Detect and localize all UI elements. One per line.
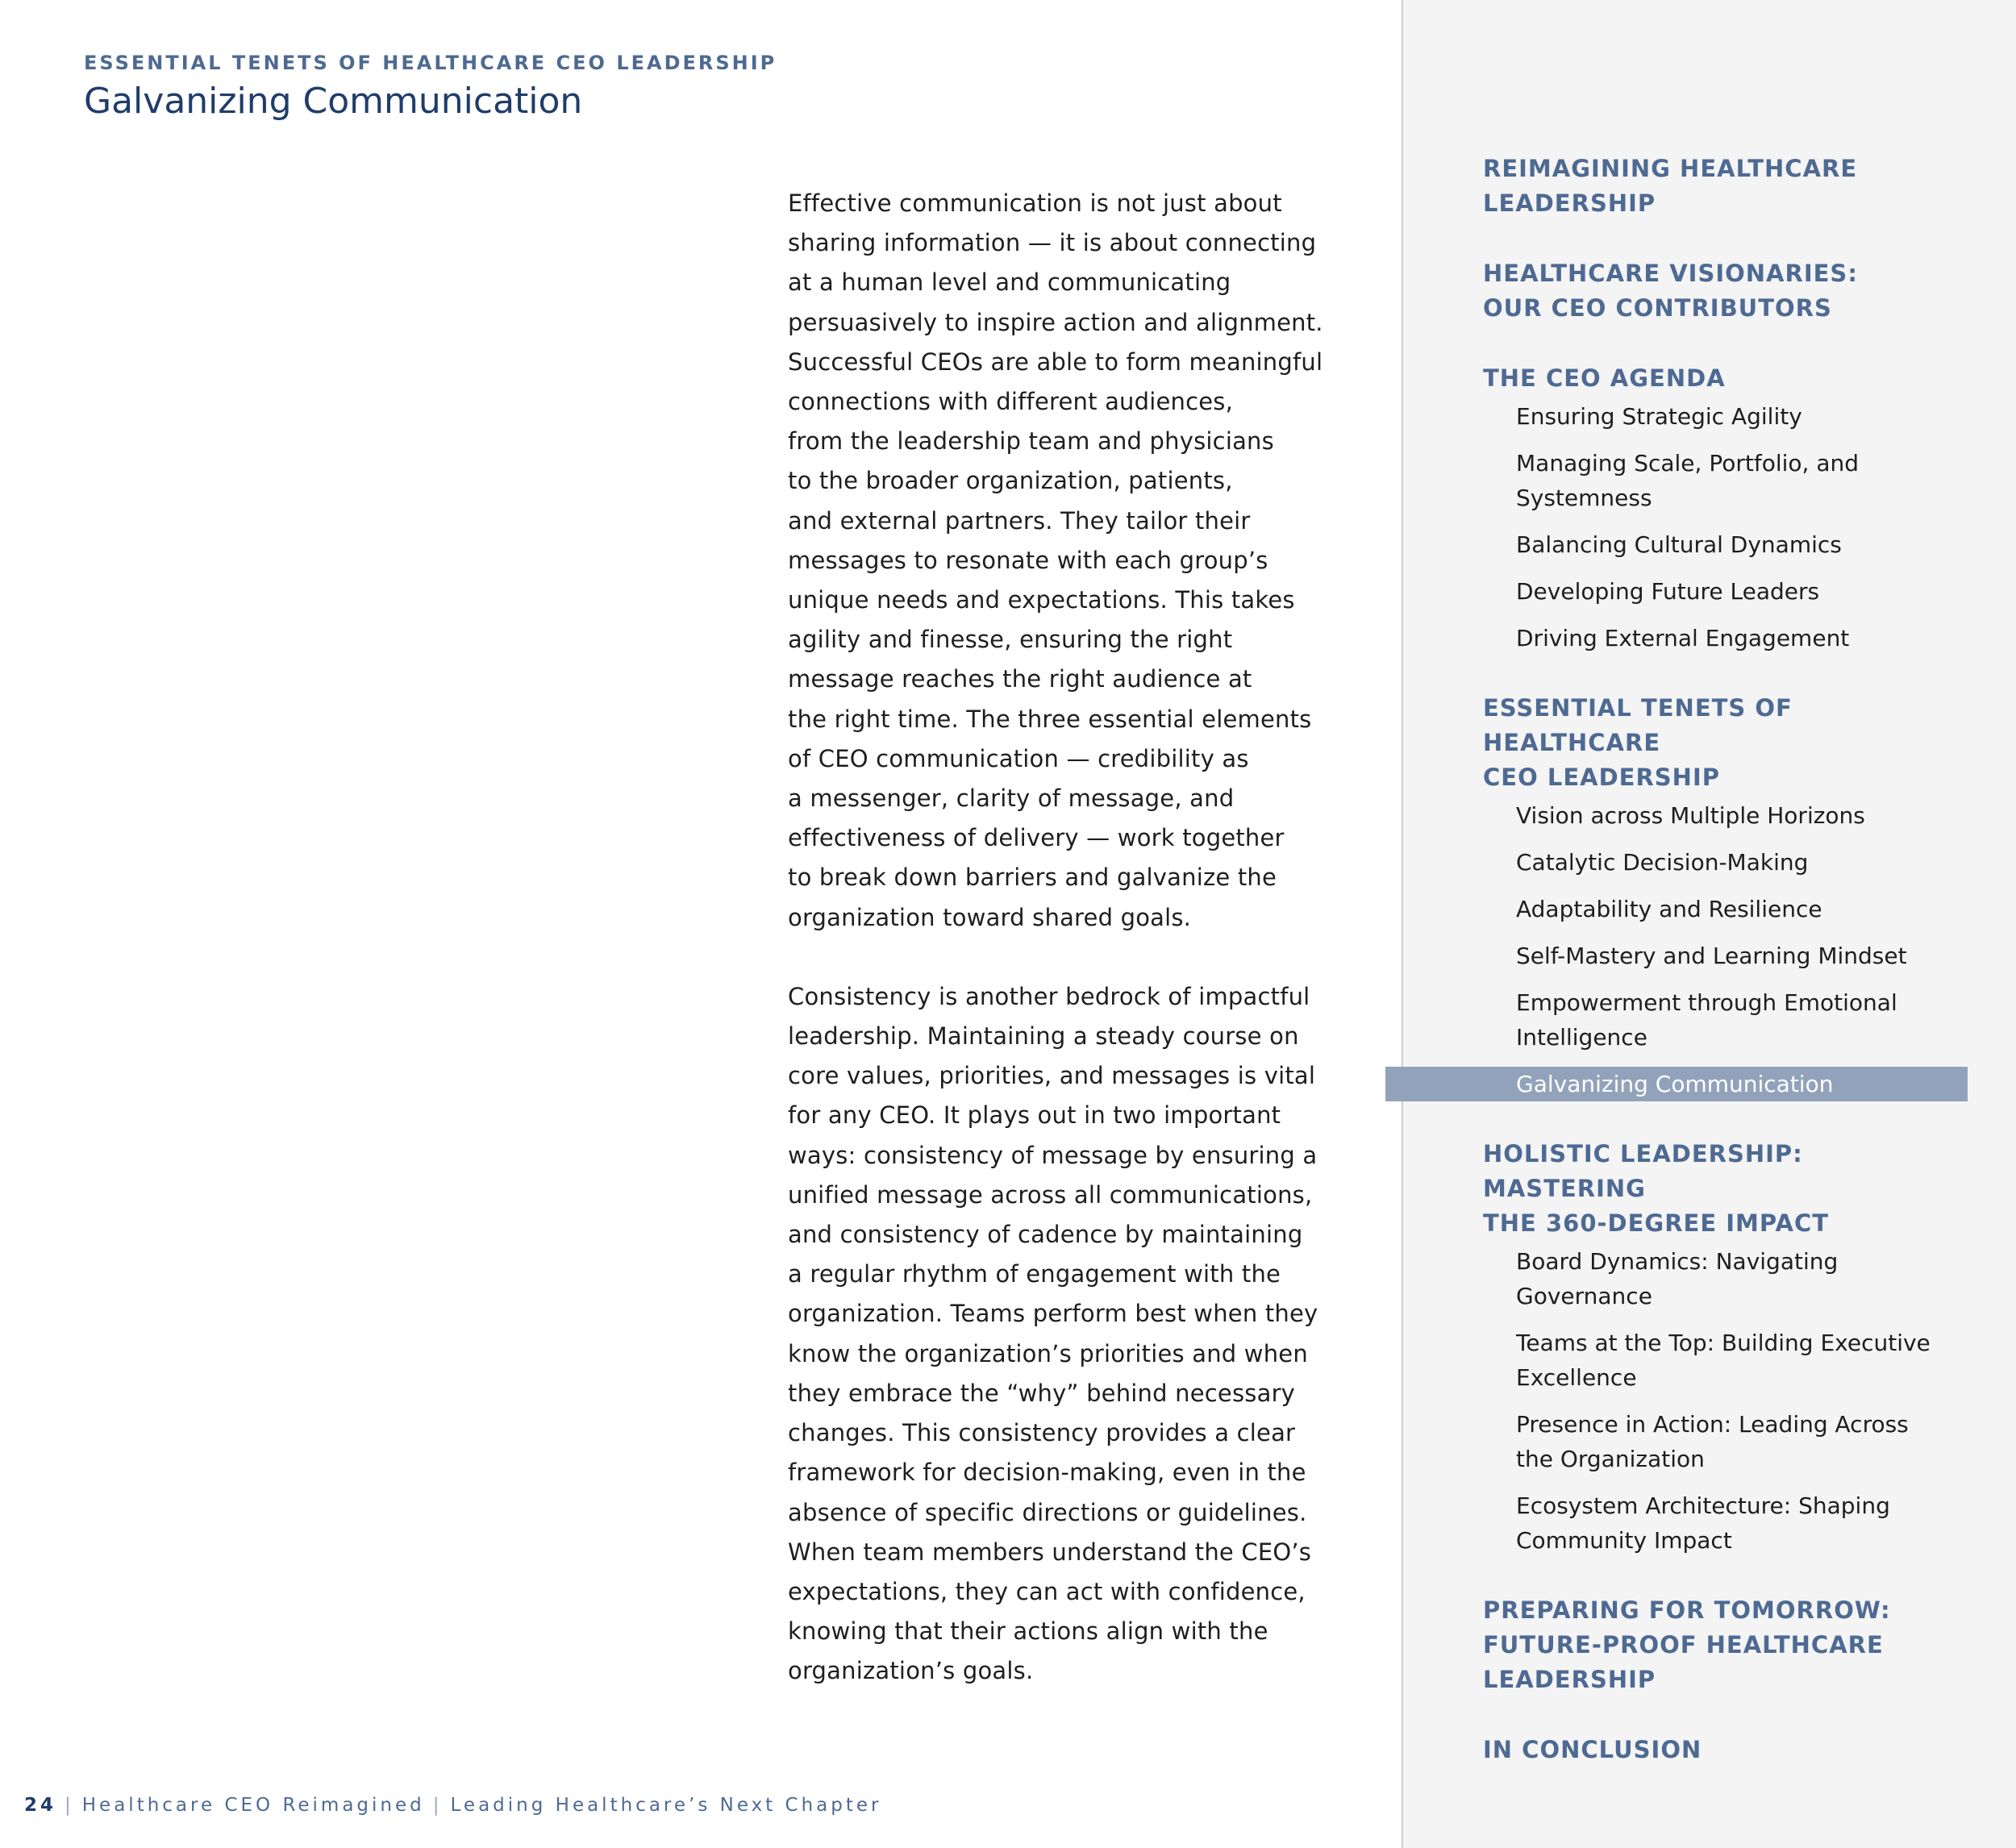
page-title: Galvanizing Communication xyxy=(84,81,583,122)
toc-item-emotional-intelligence[interactable]: Empowerment through Emotional Intelligence xyxy=(1516,989,1897,1051)
toc-item-future-leaders[interactable]: Developing Future Leaders xyxy=(1516,578,1820,605)
toc-item-strategic-agility[interactable]: Ensuring Strategic Agility xyxy=(1516,403,1802,430)
toc-item-self-mastery[interactable]: Self-Mastery and Learning Mindset xyxy=(1516,943,1907,969)
body-paragraph: Effective communication is not just about sharing information — it is about connecting at a human level and communicating persuasively to inspire action and alignment. Successful CEOs are able to form meaningful connections with different audiences, from the leadership team and physicians to the broader organization, patients, and external partners. They tailor their messages to resonate with each group’s unique needs and expectations. This takes agility and finesse, ensuring the right message reaches the right audience at the right time. The three essential elements of CEO communication — credibility as a messenger, clarity of message, and effectiveness of delivery — work together to break down barriers and galvanize the organization toward shared goals. xyxy=(788,189,1323,931)
toc-item-teams-at-top[interactable]: Teams at the Top: Building Executive Excellence xyxy=(1516,1330,1931,1391)
section-eyebrow: ESSENTIAL TENETS OF HEALTHCARE CEO LEADERSHIP xyxy=(84,52,777,74)
body-paragraph: Consistency is another bedrock of impactful leadership. Maintaining a steady course on core values, priorities, and messages is vital for any CEO. It plays out in two important ways: consistency of message by ensuring a unified message across all communications, and consistency of cadence by maintaining a regular rhythm of engagement with the organization. Teams perform best when they know the organization’s priorities and when they embrace the “why” behind necessary changes. This consistency provides a clear framework for decision-making, even in the absence of specific directions or guidelines. When team members understand the CEO’s expectations, they can act with confidence, knowing that their actions align with the organization’s goals. xyxy=(788,982,1318,1685)
toc-sublist xyxy=(1403,798,2016,1101)
publication-title: Healthcare CEO Reimagined xyxy=(81,1795,425,1816)
toc-section-in-conclusion[interactable]: IN CONCLUSION xyxy=(1483,1736,1702,1763)
toc-sublist xyxy=(1403,399,2016,656)
toc-item-ecosystem-architecture[interactable]: Ecosystem Architecture: Shaping Community Impact xyxy=(1516,1492,1890,1554)
toc-section-essential-tenets[interactable]: ESSENTIAL TENETS OF HEALTHCARE CEO LEADERSHIP xyxy=(1483,694,1793,791)
toc-item-board-dynamics[interactable]: Board Dynamics: Navigating Governance xyxy=(1516,1248,1839,1309)
table-of-contents-sidebar xyxy=(1402,0,2016,1848)
toc-item-vision-horizons[interactable]: Vision across Multiple Horizons xyxy=(1516,802,1865,829)
toc-item-adaptability[interactable]: Adaptability and Resilience xyxy=(1516,896,1822,922)
toc-section xyxy=(1403,1593,2016,1697)
toc-item-external-engagement[interactable]: Driving External Engagement xyxy=(1516,625,1850,651)
toc-item-catalytic-decision[interactable]: Catalytic Decision-Making xyxy=(1516,849,1809,876)
toc-section xyxy=(1403,1137,2016,1558)
toc-item-galvanizing-communication-active[interactable]: Galvanizing Communication xyxy=(1385,1067,1968,1101)
toc-section xyxy=(1403,256,2016,326)
toc-item-cultural-dynamics[interactable]: Balancing Cultural Dynamics xyxy=(1516,531,1842,558)
toc-section xyxy=(1403,152,2016,221)
toc-list xyxy=(1403,152,2016,1803)
footer-separator: | xyxy=(432,1795,443,1816)
footer-separator: | xyxy=(65,1795,74,1816)
toc-section-preparing-tomorrow[interactable]: PREPARING FOR TOMORROW: FUTURE-PROOF HEALTHCARE LEADERSHIP xyxy=(1483,1596,1891,1693)
toc-section-ceo-contributors[interactable]: HEALTHCARE VISIONARIES: OUR CEO CONTRIBUTORS xyxy=(1483,260,1858,322)
toc-section-ceo-agenda[interactable]: THE CEO AGENDA xyxy=(1483,364,1726,392)
toc-section xyxy=(1403,691,2016,1101)
page-number: 24 xyxy=(24,1795,57,1816)
toc-item-presence-in-action[interactable]: Presence in Action: Leading Across the Organization xyxy=(1516,1411,1909,1472)
toc-section-reimagining-leadership[interactable]: REIMAGINING HEALTHCARE LEADERSHIP xyxy=(1483,155,1858,217)
body-text xyxy=(788,184,1368,1731)
toc-sublist xyxy=(1403,1244,2016,1558)
toc-section xyxy=(1403,361,2016,656)
page-footer xyxy=(24,1795,881,1816)
toc-section xyxy=(1403,1733,2016,1767)
toc-item-scale-portfolio[interactable]: Managing Scale, Portfolio, and Systemness xyxy=(1516,450,1859,511)
publication-subtitle: Leading Healthcare’s Next Chapter xyxy=(450,1795,882,1816)
toc-section-holistic-leadership[interactable]: HOLISTIC LEADERSHIP: MASTERING THE 360-DEGREE IMPACT xyxy=(1483,1140,1830,1237)
